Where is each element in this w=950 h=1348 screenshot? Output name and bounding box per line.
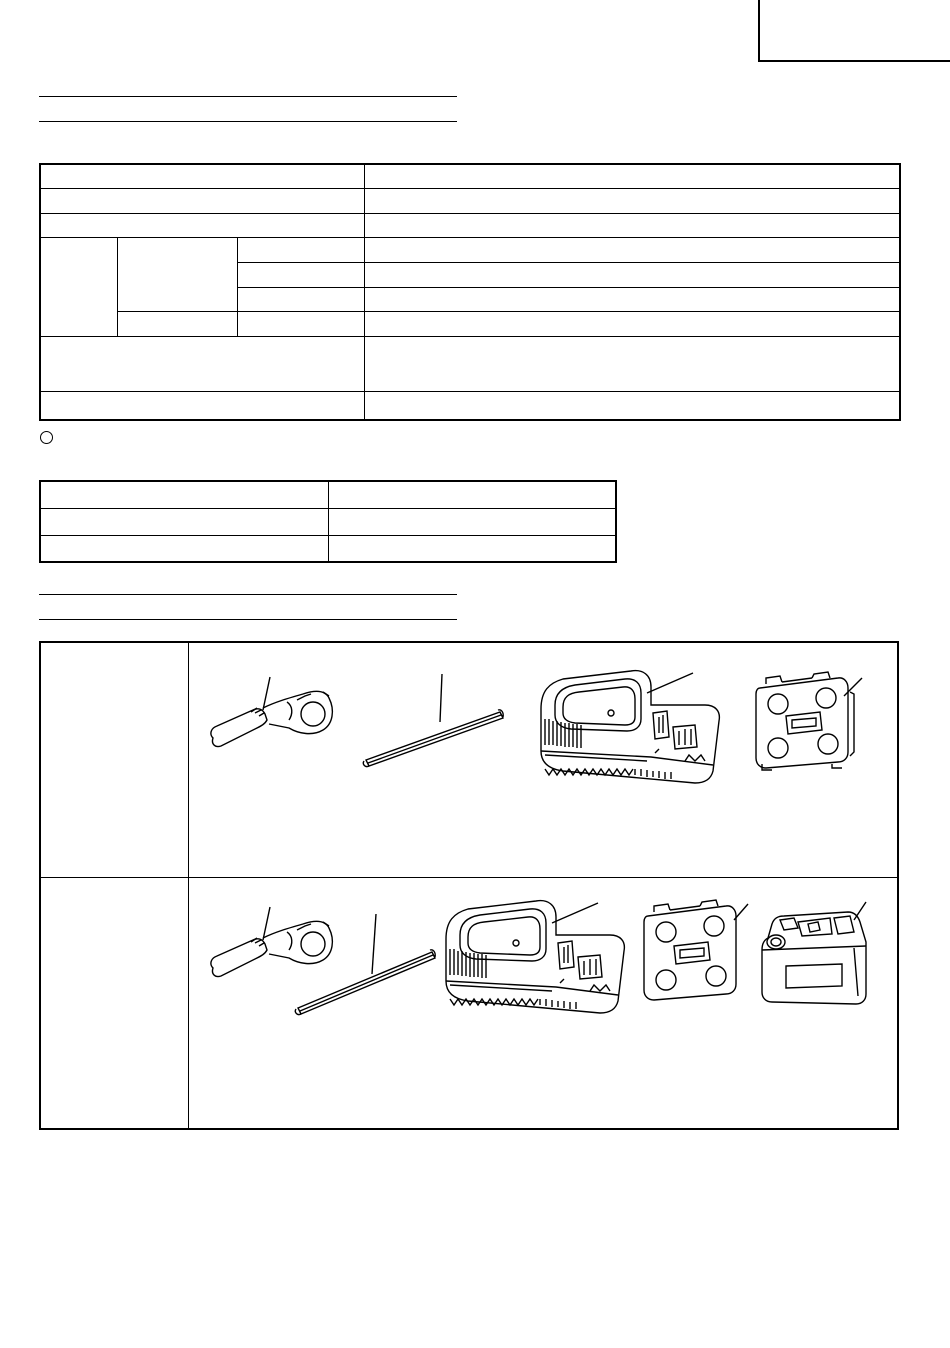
spec-label-cell [40, 164, 364, 188]
spec-value-cell [364, 287, 900, 311]
table-row [40, 311, 900, 336]
charger-label-cell [40, 508, 328, 535]
spec-label-cell [237, 311, 364, 336]
table-row [40, 508, 616, 535]
table-row [40, 481, 616, 508]
wrench-icon [205, 672, 345, 762]
spec-value-cell [364, 262, 900, 287]
spec-value-cell [364, 336, 900, 391]
battery-pack-icon [758, 898, 873, 1006]
table-row [40, 213, 900, 237]
spec-label-cell [40, 213, 364, 237]
spec-group-cell [40, 237, 117, 336]
spec-label-cell [40, 188, 364, 213]
spec-subgroup-cell [117, 237, 237, 311]
spec-label-cell [40, 336, 364, 391]
spec-value-cell [364, 311, 900, 336]
carrying-case-icon [640, 900, 755, 1005]
charger-table [39, 480, 617, 563]
spec-value-cell [364, 213, 900, 237]
accessories-row-divider [39, 877, 899, 878]
charger-value-cell [328, 508, 616, 535]
specifications-heading-rule-bottom [39, 121, 457, 122]
table-row [40, 164, 900, 188]
spec-subgroup-cell [117, 311, 237, 336]
charger-value-cell [328, 481, 616, 508]
spec-value-cell [364, 391, 900, 420]
carrying-case-icon [752, 672, 867, 772]
table-row [40, 336, 900, 391]
specifications-heading-rule-top [39, 96, 457, 97]
spec-value-cell [364, 188, 900, 213]
drill-rod-icon [360, 672, 510, 772]
spec-value-cell [364, 237, 900, 262]
spec-label-cell [237, 262, 364, 287]
table-row [40, 237, 900, 262]
accessories-heading-rule-bottom [39, 619, 457, 620]
spec-value-cell [364, 164, 900, 188]
spec-label-cell [237, 237, 364, 262]
corner-tab [758, 0, 950, 62]
table-row [40, 391, 900, 420]
specifications-table [39, 163, 901, 421]
spec-label-cell [237, 287, 364, 311]
table-row [40, 535, 616, 562]
charger-label-cell [40, 535, 328, 562]
battery-charger-icon [535, 665, 725, 790]
charger-label-cell [40, 481, 328, 508]
accessories-heading-rule-top [39, 594, 457, 595]
charger-value-cell [328, 535, 616, 562]
accessories-column-divider [188, 641, 189, 1130]
note-circle-icon [40, 431, 53, 444]
spec-label-cell [40, 391, 364, 420]
drill-rod-icon [292, 912, 442, 1022]
battery-charger-icon [440, 895, 630, 1020]
table-row [40, 188, 900, 213]
